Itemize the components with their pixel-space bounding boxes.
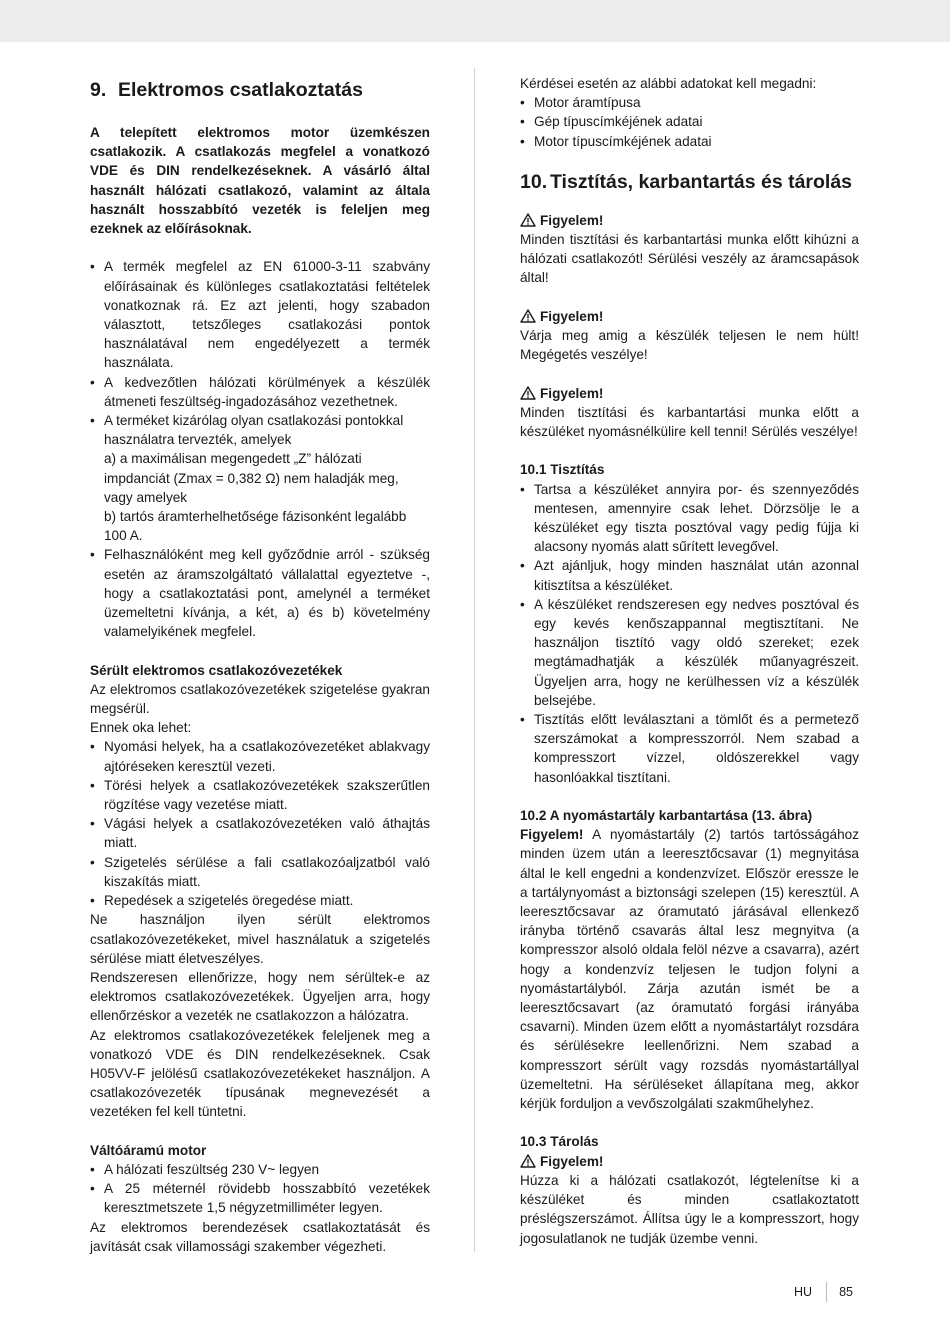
list-item: • A kedvezőtlen hálózati körülmények a készülék átmeneti feszültség-ingadozásához vezethetnek. [90,373,430,411]
damage-causes-list [90,737,430,910]
storage-heading: 10.3 Tárolás [520,1134,599,1150]
paragraph: Ennek oka lehet: [90,720,192,736]
list-item: • Motor áramtípusa [520,93,859,112]
warning-heading [520,211,859,230]
attention-label: Figyelem! [520,827,584,843]
cleaning-heading: 10.1 Tisztítás [520,462,605,478]
top-bar [0,0,950,42]
list-item: • A hálózati feszültség 230 V~ legyen [90,1160,430,1179]
warning-heading [520,307,859,326]
warning-heading [520,1152,859,1171]
section-9-heading [90,76,430,104]
list-item: • A készüléket rendszeresen egy nedves posztóval és egy kevés kenőszappannal megtisztítani. Ne használjon tisztító vagy oldó szereket; ezek megtámadhatják a készülék műanyagrészeit. Ügyeljen arra, hogy ne kerülhessen víz a készülék belsejébe. [520,595,859,710]
list-item: • Motor típuscímkéjének adatai [520,132,859,151]
page-footer [794,1282,853,1302]
list-item: • A termék megfelel az EN 61000-3-11 szabvány előírásainak és különleges csatlakoztatási feltételek vonatkoznak rá. Ez azt jelenti, hogy szabadon választott, tetszőleges csatlakozási pontok használatával nem engedélyezett a termék használata. [90,257,430,372]
left-column [90,74,430,1256]
warning-text: Minden tisztítási és karbantartási munka előtt a készüléket nyomásnélkülire kell tenni! Sérülés veszélye! [520,404,859,440]
list-item: • Tartsa a készüléket annyira por- és szennyeződés mentesen, amennyire csak lehet. Dörzsölje le a készüléket egy tiszta posztóval vagy pedig fújja ki alacsony nyomás alatt sűrített levegővel. [520,480,859,557]
warning-triangle-icon [520,213,536,227]
column-divider [474,68,475,1252]
footer-divider [826,1282,827,1302]
section-10-heading [520,168,859,196]
list-item: • Szigetelés sérülése a fali csatlakozóaljzatból való kiszakítás miatt. [90,853,430,891]
intro-paragraph: A telepített elektromos motor üzemkészen csatlakozik. A csatlakozás megfelel a vonatkozó VDE és DIN rendelkezéseknek. A vásárló által használt hálózati csatlakozó, valamint az általa használt hosszabbító vezeték is feleljen meg ezeknek az előírásoknak. [90,125,430,237]
tank-maintenance-body: A nyomástartály (2) tartós tartósságához minden üzem után a leeresztőcsavar (1) megnyitása által le kell engedni a kondenzvízet. Először eressze le a tartálynyomást a biztonsági szelepen (15) keresztül. A leeresztőcsavar az óramutató járásával ellenkező irányba történő csavarás által lesz megnyitva (a kompresszor alsoló oldala felöl nézve a csavarra), azért hogy a kondenzvíz teljesen le tudjon folyni a nyomástartályból. Zárja azután ismét be a leeresztőcsavart (az óramutató forgási irányába csavarni). Minden üzem előtt a nyomástartályt rozsdára és sérülésekre leellenőrizni. Nem szabad a kompresszort sérült vagy rozsdás nyomástartállyal üzemeltetni. Ha sérüléseket állapítana meg, akkor kérjük forduljon a vevőszolgálati szakműhelyhez. [520,827,859,1112]
damaged-cables-heading: Sérült elektromos csatlakozóvezetékek [90,662,343,678]
ac-motor-list [90,1160,430,1218]
tank-maintenance-text [520,825,859,1113]
warning-text: Várja meg amig a készülék teljesen le nem hült! Megégetés veszélye! [520,328,859,363]
warning-text: Minden tisztítási és karbantartási munka előtt kihúzni a hálózati csatlakozót! Sérülési veszély az áramcsapások által! [520,232,859,286]
warning-label: Figyelem! [540,385,604,401]
tank-maintenance-heading: 10.2 A nyomástartály karbantartása (13. ábra) [520,808,813,824]
section-title: Tisztítás, karbantartás és tárolás [550,170,853,193]
list-item: • Azt ajánljuk, hogy minden használat után azonnal kitisztítsa a készüléket. [520,556,859,594]
warning-heading [520,384,859,403]
warning-label: Figyelem! [540,308,604,324]
paragraph: Az elektromos csatlakozóvezetékek feleljenek meg a vonatkozó VDE és DIN rendelkezéseknek. Csak H05VV-F jelölésű csatlakozóvezetékeket használjon. A csatlakozóvezeték típusának megnevezését a vezetéken fel kell tüntetni. [90,1027,430,1120]
warning-triangle-icon [520,386,536,400]
page-number: 85 [839,1285,853,1299]
storage-text: Húzza ki a hálózati csatlakozót, légtelenítse ki a készüléket és minden csatlakoztatott préslégszerszámot. Állítsa úgy le a kompresszort, hogy jogosulatlanok ne tudják üzembe venni. [520,1172,859,1246]
warning-label: Figyelem! [540,212,604,228]
ac-motor-heading: Váltóáramú motor [90,1142,207,1158]
cleaning-list [520,480,859,787]
section-title: Elektromos csatlakoztatás [118,79,363,101]
warning-triangle-icon [520,309,536,323]
paragraph: Ne használjon ilyen sérült elektromos csatlakozóvezetékeket, mivel használatuk a szigetelés sérülése miatt életveszélyes. [90,912,430,966]
list-item: • Vágási helyek a csatlakozóvezetéken való áthajtás miatt. [90,814,430,852]
list-item-main: • A terméket kizárólag olyan csatlakozási pontokkal használatra tervezték, amelyek [104,413,404,448]
section-number: 9. [90,79,107,101]
paragraph: Az elektromos berendezések csatlakoztatását és javítását csak villamossági szakember végezheti. [90,1219,430,1254]
section-number: 10. [520,170,548,193]
questions-list [520,93,859,151]
list-item-sub-b: b) tartós áramterhelhetősége fázisonként legalább 100 A. [104,509,407,544]
list-item: • Törési helyek a csatlakozóvezetékek szakszerűtlen rögzítése vagy vezetése miatt. [90,776,430,814]
warning-triangle-icon [520,1154,536,1168]
list-item: • Gép típuscímkéjének adatai [520,112,859,131]
list-item: • Felhasználóként meg kell győződnie arról - szükség esetén az áramszolgáltató vállalattal egyeztetve -, hogy a csatlakoztatási pont, amelynél a terméket üzemeltetni kívánja, a két, a) és b) követelmény valamelyikének megfelel. [90,545,430,641]
questions-intro: Kérdései esetén az alábbi adatokat kell megadni: [520,76,817,91]
list-item: • Nyomási helyek, ha a csatlakozóvezetéket ablakvagy ajtóréseken keresztül vezeti. [90,737,430,775]
list-item: • Repedések a szigetelés öregedése miatt. [90,891,430,910]
requirements-list [90,257,430,641]
paragraph: Rendszeresen ellenőrizze, hogy nem sérültek-e az elektromos csatlakozóvezetékek. Ügyeljen arra, hogy ellenőrzéskor a vezeték ne csatlakozzon a hálózatra. [90,969,430,1024]
right-column [520,74,859,1248]
list-item: • Tisztítás előtt leválasztani a tömlőt és a permetező szerszámokat a kompresszorról. Nem szabad a kompresszort vízzel, oldószerekkel vagy hasonlóakkal tisztítani. [520,710,859,787]
list-item-sub-a: a) a maximálisan megengedett „Z” hálózati impdanciát (Zmax = 0,382 Ω) nem haladják meg, vagy amelyek [104,451,399,505]
warning-label: Figyelem! [540,1153,604,1169]
language-code: HU [794,1285,813,1299]
paragraph: Az elektromos csatlakozóvezetékek szigetelése gyakran megsérül. [90,681,430,717]
list-item: • A 25 méternél rövidebb hosszabbító vezetékek keresztmetszete 1,5 négyzetmilliméter legyen. [90,1179,430,1217]
list-item [90,411,430,545]
